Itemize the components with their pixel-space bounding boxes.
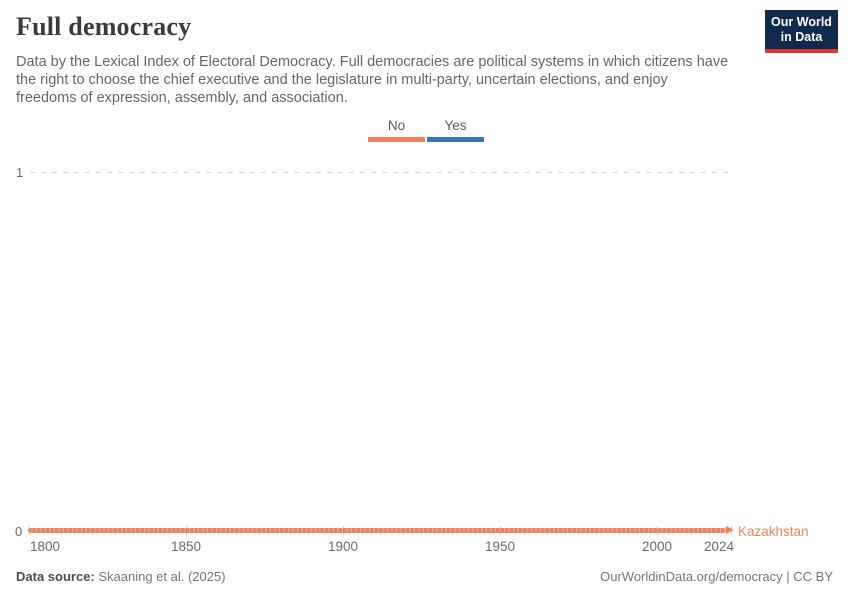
owid-logo-text: [765, 10, 838, 49]
owid-logo[interactable]: [765, 10, 838, 53]
gridline-y1: [30, 172, 731, 173]
legend: [368, 118, 484, 142]
legend-item-yes[interactable]: [427, 118, 484, 142]
legend-swatch-no: [368, 137, 425, 142]
series-line-kazakhstan: [28, 528, 726, 533]
series-line-arrowhead-icon: [726, 526, 734, 534]
subtitle-line-2: the right to choose the chief executive and the legislature in multi-party, uncertain elections, and enjoy: [16, 72, 668, 88]
owid-logo-red-strip: [765, 49, 838, 53]
subtitle-line-3: freedoms of expression, assembly, and association.: [16, 90, 348, 106]
chart-subtitle: [16, 53, 728, 107]
owid-logo-line1: Our World: [771, 15, 832, 29]
legend-swatch-yes: [427, 137, 484, 142]
x-axis-label-2024: 2024: [703, 539, 735, 554]
subtitle-line-1: Data by the Lexical Index of Electoral Democracy. Full democracies are political systems in which citizens have: [16, 54, 729, 70]
credit-link[interactable]: OurWorldinData.org/democracy | CC BY: [600, 569, 833, 584]
page-title: Full democracy: [16, 12, 192, 41]
x-axis-label-1950: 1950: [484, 539, 516, 554]
y-axis-label-0: 0: [15, 524, 23, 539]
data-source-prefix: Data source:: [16, 569, 95, 584]
data-source-text: Skaaning et al. (2025): [94, 569, 226, 584]
legend-label-no: No: [387, 118, 406, 133]
x-axis-label-1850: 1850: [170, 539, 202, 554]
owid-logo-line2: in Data: [780, 30, 823, 44]
x-axis-label-2000: 2000: [641, 539, 673, 554]
entity-label-kazakhstan[interactable]: Kazakhstan: [738, 524, 809, 539]
legend-item-no[interactable]: [368, 118, 425, 142]
data-source-note: [16, 569, 226, 584]
x-axis-label-1800: 1800: [29, 539, 61, 554]
legend-label-yes: Yes: [444, 118, 467, 133]
y-axis-label-1: 1: [16, 165, 24, 180]
x-axis-label-1900: 1900: [327, 539, 359, 554]
